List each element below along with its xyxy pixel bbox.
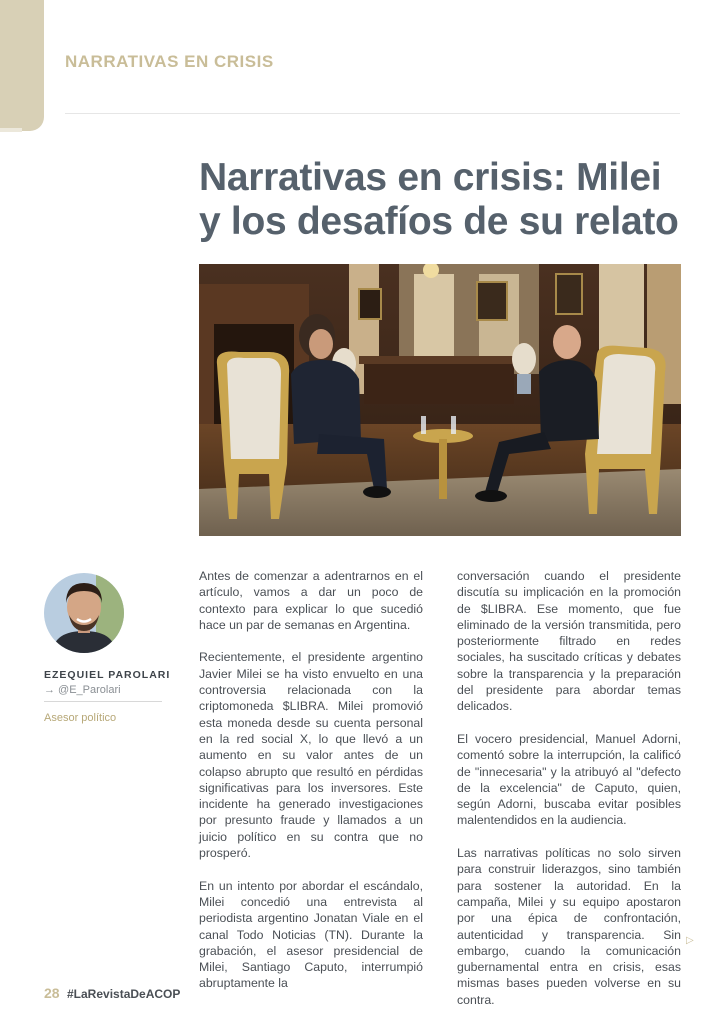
continue-arrow-icon: ▷: [686, 935, 694, 946]
body-column-left: [199, 568, 423, 1008]
page-number: 28: [44, 985, 60, 1001]
section-label: NARRATIVAS EN CRISIS: [65, 52, 274, 71]
paragraph: Antes de comenzar a adentrarnos en el artículo, vamos a dar un poco de contexto para explicar lo que sucedió hace un par de semanas en Argentina.: [199, 569, 423, 632]
author-divider: [44, 701, 162, 702]
paragraph: Recientemente, el presidente argentino Javier Milei se ha visto envuelto en una controversia relacionada con la criptomoneda $LIBRA. Milei promovió esta moneda desde su cuenta personal en la red social X, lo que llevó a un aumento en su valor antes de un colapso abrupto que resultó en pérdidas significativas para los inversores. Este incidente ha generado investigaciones por presunto fraude y llamados a un juicio político en su contra que no prosperó.: [199, 650, 423, 861]
paragraph: El vocero presidencial, Manuel Adorni, comentó sobre la interrupción, la calificó de "innecesaria" y la atribuyó al "defecto de la excelencia" de Caputo, quien, según Adorni, buscaba evitar posibles malentendidos en la audiencia.: [457, 731, 681, 828]
body-column-right: [457, 568, 681, 1024]
paragraph: conversación cuando el presidente discutía su implicación en la promoción de $LIBRA. Ese momento, que fue eliminado de la versión transmitida, pero posteriormente filtrado en redes sociales, ha suscitado críticas y debates sobre la transparencia y la preparación del presidente para abordar temas delicados.: [457, 569, 681, 714]
author-handle-link[interactable]: → @E_Parolari: [44, 684, 121, 696]
side-tab-decoration: [0, 0, 44, 131]
article-title: Narrativas en crisis: Milei y los desafíos de su relato: [199, 156, 679, 243]
author-name: EZEQUIEL PAROLARI: [44, 669, 171, 681]
magazine-hashtag: #LaRevistaDeACOP: [67, 987, 181, 1001]
author-avatar: [44, 573, 124, 653]
header-divider: [65, 113, 680, 114]
paragraph: Las narrativas políticas no solo sirven para construir liderazgos, sino también para sostener la autoridad. En la campaña, Milei y su equipo apostaron por una épica de confrontación, autenticidad y transparencia. Sin embargo, cuando la comunicación gubernamental entra en crisis, esas mismas bases pueden volverse en su contra.: [457, 846, 681, 1007]
side-tab-underline: [0, 128, 22, 132]
author-role: Asesor político: [44, 712, 117, 724]
paragraph: En un intento por abordar el escándalo, Milei concedió una entrevista al periodista argentino Jonatan Viale en el canal Todo Noticias (TN). Durante la grabación, el asesor presidencial de Milei, Santiago Caputo, interrumpió abruptamente la: [199, 878, 423, 991]
interview-photo: [199, 264, 681, 536]
